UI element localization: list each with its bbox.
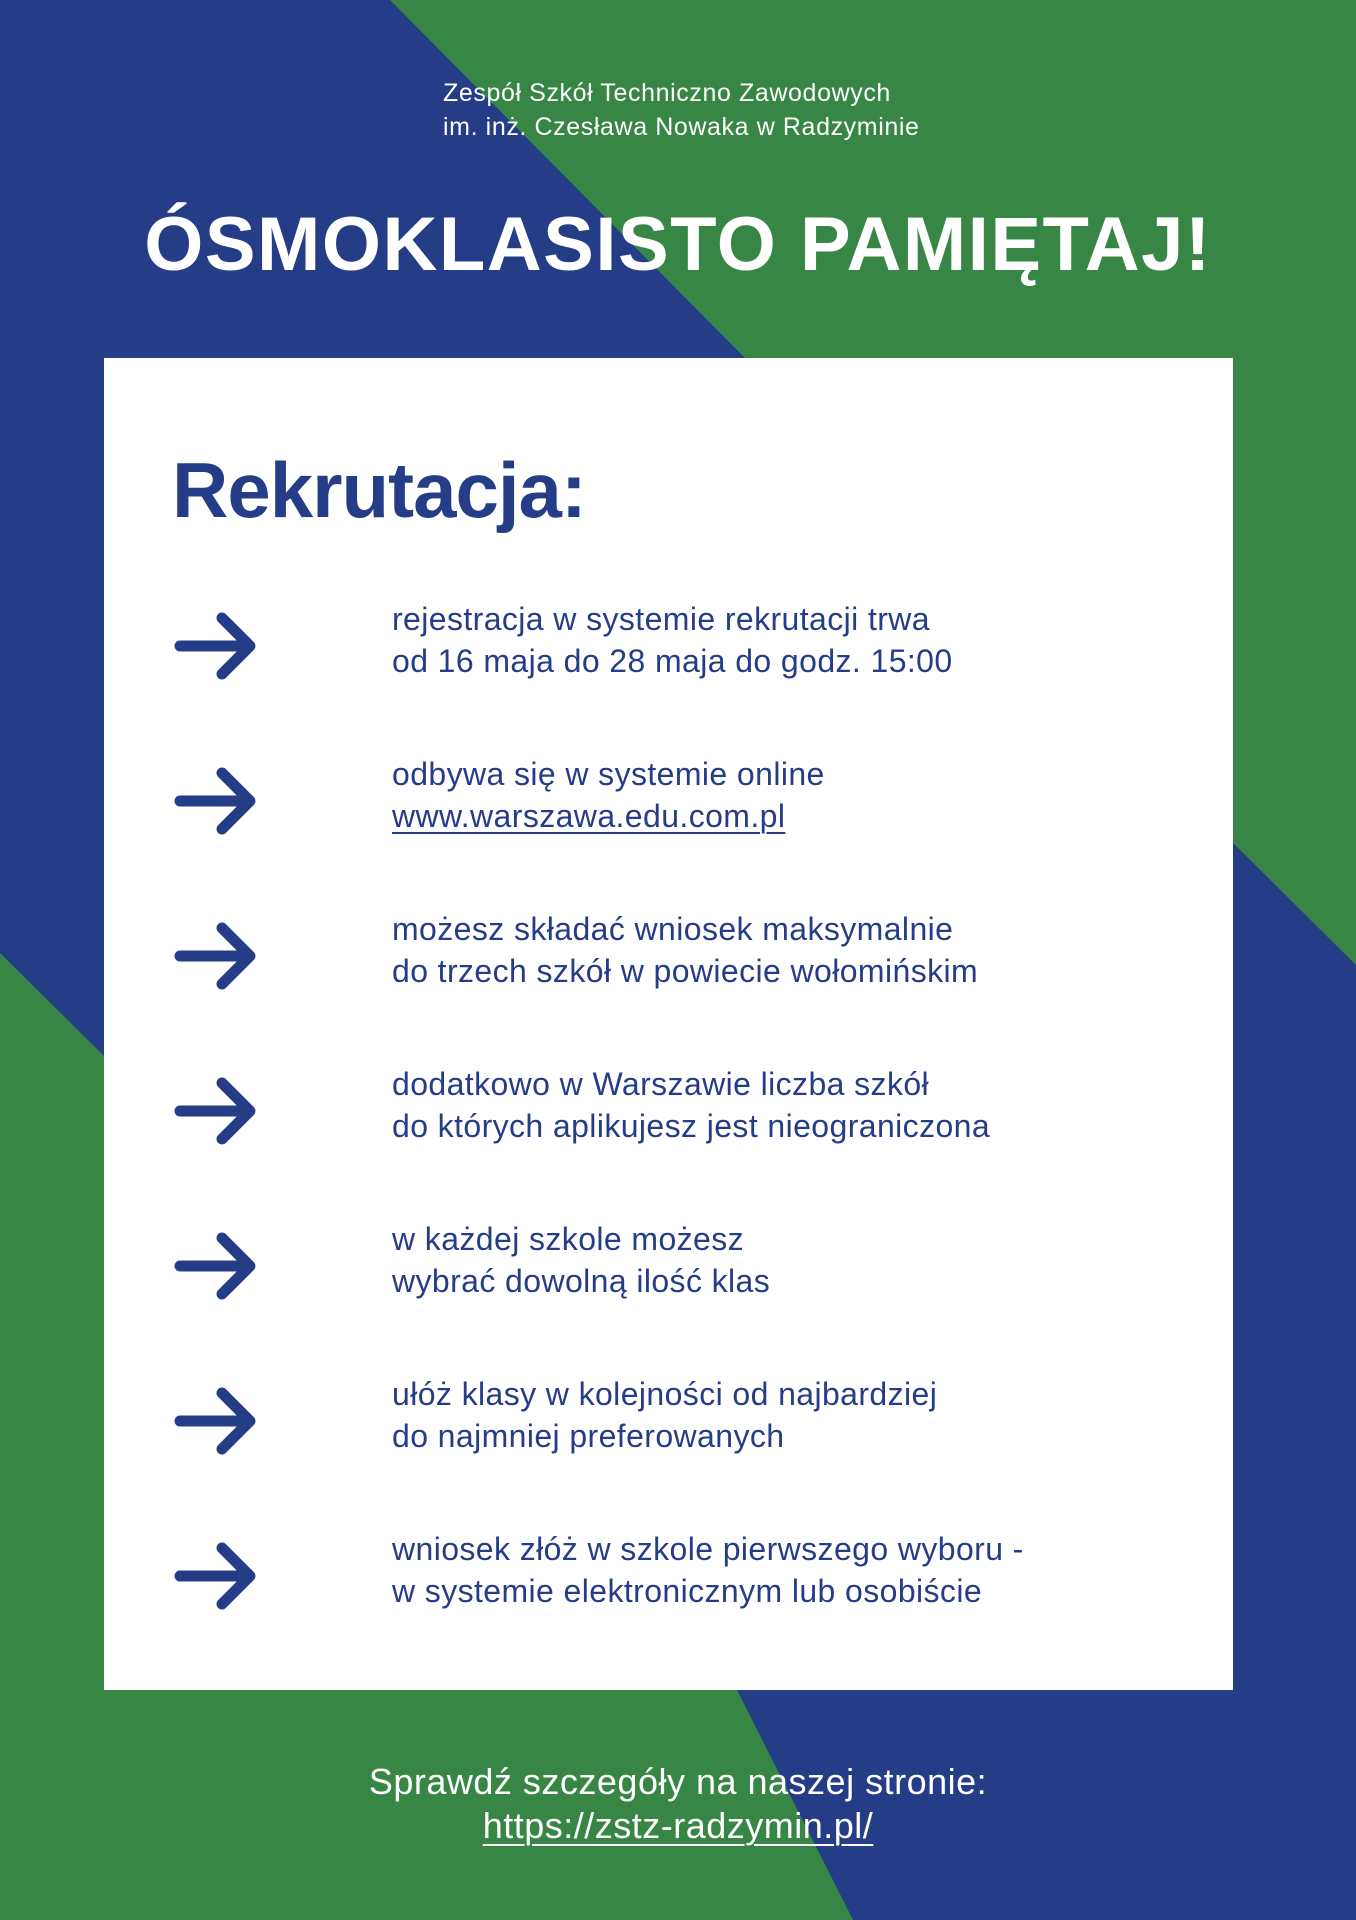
list-item-line1: wniosek złóż w szkole pierwszego wyboru - xyxy=(392,1531,1024,1567)
poster-title: ÓSMOKLASISTO PAMIĘTAJ! xyxy=(144,202,1212,287)
arrow-right-icon xyxy=(174,610,260,682)
arrow-right-icon xyxy=(174,920,260,992)
list-item-line2: do najmniej preferowanych xyxy=(392,1418,785,1454)
list-item-line2: w systemie elektronicznym lub osobiście xyxy=(392,1573,983,1609)
arrow-right-icon xyxy=(174,1230,260,1302)
school-name-line1: Zespół Szkół Techniczno Zawodowych xyxy=(443,79,891,107)
school-name xyxy=(443,76,920,144)
list-item-line1: możesz składać wniosek maksymalnie xyxy=(392,911,954,947)
list-item-line2: do trzech szkół w powiecie wołomińskim xyxy=(392,953,979,989)
list-item xyxy=(172,598,1212,688)
school-website-link[interactable]: https://zstz-radzymin.pl/ xyxy=(482,1805,874,1846)
list-item-line1: w każdej szkole możesz xyxy=(392,1221,745,1257)
list-item xyxy=(172,1063,1212,1153)
list-item-line1: odbywa się w systemie online xyxy=(392,756,825,792)
list-item-line2: wybrać dowolną ilość klas xyxy=(392,1263,771,1299)
recruitment-card xyxy=(104,358,1233,1690)
footer xyxy=(0,1760,1356,1848)
list-item-line1: ułóż klasy w kolejności od najbardziej xyxy=(392,1376,938,1412)
list-item xyxy=(172,1528,1212,1618)
list-item-line1: rejestracja w systemie rekrutacji trwa xyxy=(392,601,930,637)
list-item-line2: do których aplikujesz jest nieograniczona xyxy=(392,1108,991,1144)
school-name-line2: im. inż. Czesława Nowaka w Radzyminie xyxy=(443,113,920,141)
recruitment-system-link[interactable]: www.warszawa.edu.com.pl xyxy=(392,798,786,834)
list-item xyxy=(172,908,1212,998)
list-item-line2: od 16 maja do 28 maja do godz. 15:00 xyxy=(392,643,953,679)
list-item xyxy=(172,753,1212,843)
arrow-right-icon xyxy=(174,1385,260,1457)
footer-text: Sprawdź szczegóły na naszej stronie: xyxy=(368,1761,988,1802)
list-item xyxy=(172,1218,1212,1308)
card-heading: Rekrutacja: xyxy=(172,446,586,534)
list-item xyxy=(172,1373,1212,1463)
arrow-right-icon xyxy=(174,765,260,837)
arrow-right-icon xyxy=(174,1540,260,1612)
list-item-line1: dodatkowo w Warszawie liczba szkół xyxy=(392,1066,930,1102)
arrow-right-icon xyxy=(174,1075,260,1147)
